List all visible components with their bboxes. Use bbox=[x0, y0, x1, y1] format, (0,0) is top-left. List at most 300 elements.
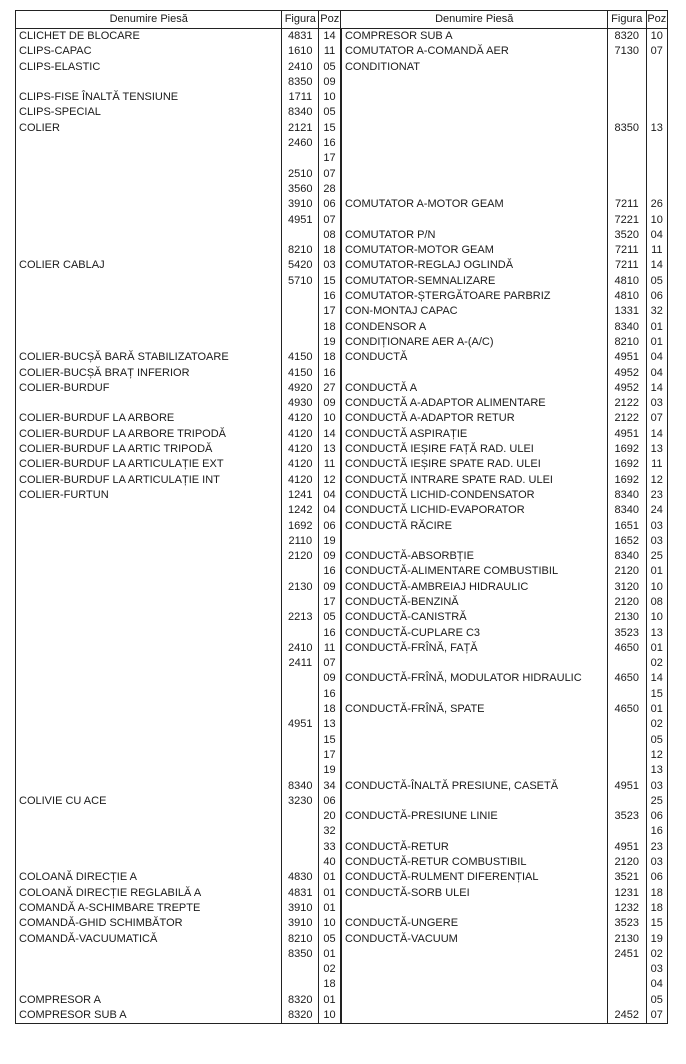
position-right: 02 bbox=[646, 947, 667, 962]
figure-left: 8350 bbox=[282, 947, 319, 962]
table-row bbox=[16, 427, 668, 442]
part-name-right: CONDUCTĂ A bbox=[341, 381, 607, 396]
part-name-right: CONDUCTĂ-AMBREIAJ HIDRAULIC bbox=[341, 580, 607, 595]
figure-left bbox=[282, 702, 319, 717]
figure-left: 4120 bbox=[282, 457, 319, 472]
figure-left: 4150 bbox=[282, 366, 319, 381]
figure-right bbox=[607, 763, 646, 778]
figure-right: 2452 bbox=[607, 1008, 646, 1024]
position-left: 11 bbox=[319, 641, 341, 656]
figure-right bbox=[607, 977, 646, 992]
position-right bbox=[646, 182, 667, 197]
position-right: 07 bbox=[646, 1008, 667, 1024]
part-name-left bbox=[16, 977, 282, 992]
part-name-left bbox=[16, 534, 282, 549]
part-name-left: CLICHET DE BLOCARE bbox=[16, 29, 282, 45]
position-right: 05 bbox=[646, 274, 667, 289]
figure-right: 1692 bbox=[607, 457, 646, 472]
table-row bbox=[16, 90, 668, 105]
part-name-left bbox=[16, 182, 282, 197]
figure-left: 5710 bbox=[282, 274, 319, 289]
position-left: 13 bbox=[319, 717, 341, 732]
part-name-left bbox=[16, 717, 282, 732]
figure-right: 2122 bbox=[607, 396, 646, 411]
position-right: 15 bbox=[646, 687, 667, 702]
part-name-right: CONDUCTĂ-CUPLARE C3 bbox=[341, 626, 607, 641]
position-right: 04 bbox=[646, 228, 667, 243]
figure-left: 8210 bbox=[282, 243, 319, 258]
figure-left: 2410 bbox=[282, 60, 319, 75]
table-row bbox=[16, 809, 668, 824]
figure-right: 3520 bbox=[607, 228, 646, 243]
part-name-left: CLIPS-CAPAC bbox=[16, 44, 282, 59]
position-right: 01 bbox=[646, 335, 667, 350]
figure-left bbox=[282, 748, 319, 763]
part-name-left bbox=[16, 702, 282, 717]
position-right: 03 bbox=[646, 855, 667, 870]
part-name-right: COMUTATOR A-MOTOR GEAM bbox=[341, 197, 607, 212]
table-row bbox=[16, 411, 668, 426]
position-right: 25 bbox=[646, 794, 667, 809]
figure-left bbox=[282, 289, 319, 304]
position-right: 03 bbox=[646, 779, 667, 794]
figure-right bbox=[607, 993, 646, 1008]
figure-left: 3910 bbox=[282, 197, 319, 212]
position-left: 05 bbox=[319, 105, 341, 120]
position-right: 18 bbox=[646, 886, 667, 901]
part-name-right bbox=[341, 824, 607, 839]
part-name-left bbox=[16, 503, 282, 518]
position-left: 07 bbox=[319, 167, 341, 182]
part-name-right: COMUTATOR-REGLAJ OGLINDĂ bbox=[341, 258, 607, 273]
position-left: 17 bbox=[319, 595, 341, 610]
figure-left: 4120 bbox=[282, 442, 319, 457]
table-row bbox=[16, 947, 668, 962]
part-name-left bbox=[16, 549, 282, 564]
table-row bbox=[16, 641, 668, 656]
table-row bbox=[16, 549, 668, 564]
position-right: 26 bbox=[646, 197, 667, 212]
position-right: 05 bbox=[646, 733, 667, 748]
table-row bbox=[16, 258, 668, 273]
part-name-right: CONDUCTĂ IEȘIRE FAȚĂ RAD. ULEI bbox=[341, 442, 607, 457]
position-right: 18 bbox=[646, 901, 667, 916]
position-right: 04 bbox=[646, 350, 667, 365]
table-row bbox=[16, 182, 668, 197]
position-left: 18 bbox=[319, 977, 341, 992]
part-name-right: CONDUCTĂ LICHID-EVAPORATOR bbox=[341, 503, 607, 518]
position-left: 28 bbox=[319, 182, 341, 197]
figure-left: 1242 bbox=[282, 503, 319, 518]
part-name-right bbox=[341, 748, 607, 763]
position-right bbox=[646, 136, 667, 151]
table-row bbox=[16, 473, 668, 488]
figure-right: 1692 bbox=[607, 473, 646, 488]
figure-right: 7221 bbox=[607, 213, 646, 228]
part-name-right bbox=[341, 136, 607, 151]
figure-left: 3230 bbox=[282, 794, 319, 809]
figure-right: 8320 bbox=[607, 29, 646, 45]
position-right bbox=[646, 90, 667, 105]
position-right: 07 bbox=[646, 44, 667, 59]
part-name-left bbox=[16, 748, 282, 763]
part-name-left: COLIER-BUCȘĂ BARĂ STABILIZATOARE bbox=[16, 350, 282, 365]
position-left: 10 bbox=[319, 411, 341, 426]
figure-right bbox=[607, 748, 646, 763]
figure-right: 3521 bbox=[607, 870, 646, 885]
figure-left: 4920 bbox=[282, 381, 319, 396]
position-left: 19 bbox=[319, 335, 341, 350]
position-left: 16 bbox=[319, 564, 341, 579]
part-name-right bbox=[341, 656, 607, 671]
table-row bbox=[16, 656, 668, 671]
position-right: 02 bbox=[646, 656, 667, 671]
position-right bbox=[646, 151, 667, 166]
figure-right: 3523 bbox=[607, 809, 646, 824]
part-name-right bbox=[341, 901, 607, 916]
part-name-left: COLIER-BURDUF LA ARTICULAȚIE EXT bbox=[16, 457, 282, 472]
figure-left: 2120 bbox=[282, 549, 319, 564]
figure-right bbox=[607, 733, 646, 748]
position-left: 06 bbox=[319, 197, 341, 212]
part-name-left bbox=[16, 228, 282, 243]
table-row bbox=[16, 564, 668, 579]
figure-right bbox=[607, 687, 646, 702]
figure-left bbox=[282, 763, 319, 778]
position-left: 14 bbox=[319, 427, 341, 442]
table-row bbox=[16, 381, 668, 396]
table-body bbox=[16, 29, 668, 1024]
position-left: 05 bbox=[319, 932, 341, 947]
table-row bbox=[16, 350, 668, 365]
part-name-right: CONDUCTĂ-VACUUM bbox=[341, 932, 607, 947]
position-right: 04 bbox=[646, 366, 667, 381]
position-left: 01 bbox=[319, 901, 341, 916]
figure-left: 4951 bbox=[282, 213, 319, 228]
part-name-left bbox=[16, 855, 282, 870]
table-row bbox=[16, 442, 668, 457]
table-row bbox=[16, 702, 668, 717]
figure-right: 4952 bbox=[607, 381, 646, 396]
position-left: 09 bbox=[319, 580, 341, 595]
position-left: 09 bbox=[319, 549, 341, 564]
figure-right bbox=[607, 717, 646, 732]
figure-left: 8320 bbox=[282, 993, 319, 1008]
figure-right bbox=[607, 182, 646, 197]
figure-left: 4120 bbox=[282, 411, 319, 426]
table-row bbox=[16, 167, 668, 182]
figure-left: 5420 bbox=[282, 258, 319, 273]
figure-left bbox=[282, 840, 319, 855]
part-name-left: COMPRESOR SUB A bbox=[16, 1008, 282, 1024]
position-right: 13 bbox=[646, 626, 667, 641]
figure-right bbox=[607, 136, 646, 151]
part-name-right bbox=[341, 534, 607, 549]
table-row bbox=[16, 580, 668, 595]
table-row bbox=[16, 733, 668, 748]
table-row bbox=[16, 855, 668, 870]
figure-right: 1232 bbox=[607, 901, 646, 916]
figure-left: 2110 bbox=[282, 534, 319, 549]
table-row bbox=[16, 105, 668, 120]
position-left: 01 bbox=[319, 993, 341, 1008]
table-row bbox=[16, 274, 668, 289]
table-row bbox=[16, 457, 668, 472]
part-name-left bbox=[16, 779, 282, 794]
part-name-left: COLIVIE CU ACE bbox=[16, 794, 282, 809]
figure-right: 2122 bbox=[607, 411, 646, 426]
position-left: 16 bbox=[319, 626, 341, 641]
part-name-left bbox=[16, 519, 282, 534]
figure-right: 8340 bbox=[607, 503, 646, 518]
part-name-right: CONDUCTĂ-BENZINĂ bbox=[341, 595, 607, 610]
position-right: 10 bbox=[646, 29, 667, 45]
table-row bbox=[16, 488, 668, 503]
part-name-right: CONDUCTĂ-RETUR COMBUSTIBIL bbox=[341, 855, 607, 870]
figure-right: 8340 bbox=[607, 320, 646, 335]
figure-left: 2510 bbox=[282, 167, 319, 182]
part-name-left: COMANDĂ-VACUUMATICĂ bbox=[16, 932, 282, 947]
table-row bbox=[16, 977, 668, 992]
part-name-left: COLIER-BURDUF LA ARTICULAȚIE INT bbox=[16, 473, 282, 488]
figure-left bbox=[282, 595, 319, 610]
figure-left: 4951 bbox=[282, 717, 319, 732]
part-name-right bbox=[341, 717, 607, 732]
figure-left: 8340 bbox=[282, 105, 319, 120]
part-name-left bbox=[16, 320, 282, 335]
part-name-right: COMUTATOR-ȘTERGĂTOARE PARBRIZ bbox=[341, 289, 607, 304]
part-name-left bbox=[16, 824, 282, 839]
table-row bbox=[16, 595, 668, 610]
figure-right: 2130 bbox=[607, 610, 646, 625]
figure-right: 7211 bbox=[607, 197, 646, 212]
position-left: 17 bbox=[319, 748, 341, 763]
figure-right: 8350 bbox=[607, 121, 646, 136]
part-name-right: CONDUCTĂ-PRESIUNE LINIE bbox=[341, 809, 607, 824]
position-right: 13 bbox=[646, 442, 667, 457]
table-row bbox=[16, 626, 668, 641]
parts-index-table bbox=[15, 10, 668, 1024]
figure-left bbox=[282, 626, 319, 641]
position-left: 05 bbox=[319, 610, 341, 625]
position-left: 10 bbox=[319, 1008, 341, 1024]
table-row bbox=[16, 610, 668, 625]
part-name-left: COMANDĂ-GHID SCHIMBĂTOR bbox=[16, 916, 282, 931]
part-name-left bbox=[16, 626, 282, 641]
position-left: 17 bbox=[319, 304, 341, 319]
part-name-left: COMANDĂ A-SCHIMBARE TREPTE bbox=[16, 901, 282, 916]
figure-left bbox=[282, 977, 319, 992]
table-row bbox=[16, 519, 668, 534]
figure-left: 2121 bbox=[282, 121, 319, 136]
figure-right: 4951 bbox=[607, 350, 646, 365]
position-right: 32 bbox=[646, 304, 667, 319]
table-row bbox=[16, 121, 668, 136]
part-name-right: CONDUCTĂ RĂCIRE bbox=[341, 519, 607, 534]
part-name-right: CONDUCTĂ INTRARE SPATE RAD. ULEI bbox=[341, 473, 607, 488]
part-name-left bbox=[16, 962, 282, 977]
figure-right: 4810 bbox=[607, 274, 646, 289]
part-name-left bbox=[16, 304, 282, 319]
figure-left: 4831 bbox=[282, 886, 319, 901]
header-figure-left: Figura bbox=[282, 11, 319, 29]
position-right: 14 bbox=[646, 381, 667, 396]
header-figure-right: Figura bbox=[607, 11, 646, 29]
part-name-right: COMPRESOR SUB A bbox=[341, 29, 607, 45]
part-name-left bbox=[16, 274, 282, 289]
position-left: 03 bbox=[319, 258, 341, 273]
part-name-left bbox=[16, 610, 282, 625]
table-row bbox=[16, 671, 668, 686]
figure-right: 1651 bbox=[607, 519, 646, 534]
part-name-left bbox=[16, 763, 282, 778]
figure-left: 8320 bbox=[282, 1008, 319, 1024]
figure-right: 2120 bbox=[607, 595, 646, 610]
position-right: 11 bbox=[646, 457, 667, 472]
position-right: 10 bbox=[646, 610, 667, 625]
part-name-right: CONDUCTĂ A-ADAPTOR ALIMENTARE bbox=[341, 396, 607, 411]
table-row bbox=[16, 824, 668, 839]
position-right: 25 bbox=[646, 549, 667, 564]
position-left: 04 bbox=[319, 488, 341, 503]
position-left: 15 bbox=[319, 733, 341, 748]
part-name-left: CLIPS-ELASTIC bbox=[16, 60, 282, 75]
figure-right bbox=[607, 794, 646, 809]
part-name-right bbox=[341, 366, 607, 381]
table-row bbox=[16, 717, 668, 732]
figure-left bbox=[282, 855, 319, 870]
position-right: 16 bbox=[646, 824, 667, 839]
figure-left: 2213 bbox=[282, 610, 319, 625]
figure-left bbox=[282, 320, 319, 335]
figure-left bbox=[282, 335, 319, 350]
figure-left: 4930 bbox=[282, 396, 319, 411]
part-name-right: CON-MONTAJ CAPAC bbox=[341, 304, 607, 319]
part-name-right: CONDUCTĂ-FRÎNĂ, MODULATOR HIDRAULIC bbox=[341, 671, 607, 686]
part-name-right bbox=[341, 105, 607, 120]
position-left: 16 bbox=[319, 366, 341, 381]
part-name-right: CONDUCTĂ-RETUR bbox=[341, 840, 607, 855]
part-name-left bbox=[16, 197, 282, 212]
position-left: 08 bbox=[319, 228, 341, 243]
table-row bbox=[16, 886, 668, 901]
part-name-left: COLIER CABLAJ bbox=[16, 258, 282, 273]
part-name-right bbox=[341, 947, 607, 962]
part-name-left bbox=[16, 809, 282, 824]
position-left: 40 bbox=[319, 855, 341, 870]
figure-right: 2130 bbox=[607, 932, 646, 947]
figure-left bbox=[282, 228, 319, 243]
position-right: 01 bbox=[646, 641, 667, 656]
figure-right: 3523 bbox=[607, 916, 646, 931]
part-name-left: CLIPS-SPECIAL bbox=[16, 105, 282, 120]
table-row bbox=[16, 687, 668, 702]
part-name-left: COLIER bbox=[16, 121, 282, 136]
figure-right bbox=[607, 151, 646, 166]
table-row bbox=[16, 151, 668, 166]
position-left: 16 bbox=[319, 136, 341, 151]
part-name-left bbox=[16, 243, 282, 258]
part-name-right bbox=[341, 733, 607, 748]
figure-left: 3560 bbox=[282, 182, 319, 197]
figure-left: 4150 bbox=[282, 350, 319, 365]
part-name-left bbox=[16, 289, 282, 304]
position-right: 10 bbox=[646, 213, 667, 228]
position-left: 07 bbox=[319, 213, 341, 228]
part-name-right bbox=[341, 121, 607, 136]
figure-right: 1231 bbox=[607, 886, 646, 901]
position-left: 16 bbox=[319, 289, 341, 304]
figure-left: 4120 bbox=[282, 427, 319, 442]
part-name-right bbox=[341, 993, 607, 1008]
position-right: 03 bbox=[646, 396, 667, 411]
figure-left bbox=[282, 564, 319, 579]
position-right: 15 bbox=[646, 916, 667, 931]
part-name-left bbox=[16, 564, 282, 579]
figure-right: 7211 bbox=[607, 243, 646, 258]
table-row bbox=[16, 870, 668, 885]
position-right: 06 bbox=[646, 809, 667, 824]
part-name-right: CONDITIONAT bbox=[341, 60, 607, 75]
table-row bbox=[16, 228, 668, 243]
position-left: 19 bbox=[319, 534, 341, 549]
position-left: 06 bbox=[319, 519, 341, 534]
position-right: 14 bbox=[646, 671, 667, 686]
position-left: 34 bbox=[319, 779, 341, 794]
part-name-left: COLIER-BUCȘĂ BRAȚ INFERIOR bbox=[16, 366, 282, 381]
figure-right: 4650 bbox=[607, 702, 646, 717]
figure-right bbox=[607, 656, 646, 671]
position-left: 32 bbox=[319, 824, 341, 839]
position-right: 12 bbox=[646, 748, 667, 763]
part-name-left bbox=[16, 580, 282, 595]
figure-right: 4810 bbox=[607, 289, 646, 304]
part-name-right bbox=[341, 151, 607, 166]
position-left: 11 bbox=[319, 44, 341, 59]
part-name-right: CONDUCTĂ ASPIRAȚIE bbox=[341, 427, 607, 442]
part-name-left bbox=[16, 947, 282, 962]
position-left: 19 bbox=[319, 763, 341, 778]
part-name-right: CONDUCTĂ-ABSORBȚIE bbox=[341, 549, 607, 564]
figure-right bbox=[607, 75, 646, 90]
figure-left bbox=[282, 687, 319, 702]
part-name-left: COLOANĂ DIRECȚIE A bbox=[16, 870, 282, 885]
part-name-right: CONDIȚIONARE AER A-(A/C) bbox=[341, 335, 607, 350]
position-right: 14 bbox=[646, 258, 667, 273]
part-name-left bbox=[16, 75, 282, 90]
figure-left: 1692 bbox=[282, 519, 319, 534]
table-row bbox=[16, 748, 668, 763]
part-name-right bbox=[341, 687, 607, 702]
position-left: 13 bbox=[319, 442, 341, 457]
position-left: 15 bbox=[319, 121, 341, 136]
position-right: 03 bbox=[646, 534, 667, 549]
part-name-right: CONDUCTĂ bbox=[341, 350, 607, 365]
position-left: 15 bbox=[319, 274, 341, 289]
position-left: 05 bbox=[319, 60, 341, 75]
part-name-right: COMUTATOR P/N bbox=[341, 228, 607, 243]
position-right: 05 bbox=[646, 993, 667, 1008]
position-right: 07 bbox=[646, 411, 667, 426]
figure-right: 4650 bbox=[607, 671, 646, 686]
figure-left bbox=[282, 824, 319, 839]
part-name-right: CONDUCTĂ-CANISTRĂ bbox=[341, 610, 607, 625]
table-row bbox=[16, 840, 668, 855]
figure-right: 8340 bbox=[607, 549, 646, 564]
position-right: 23 bbox=[646, 488, 667, 503]
figure-left bbox=[282, 809, 319, 824]
header-part-name-left: Denumire Piesă bbox=[16, 11, 282, 29]
